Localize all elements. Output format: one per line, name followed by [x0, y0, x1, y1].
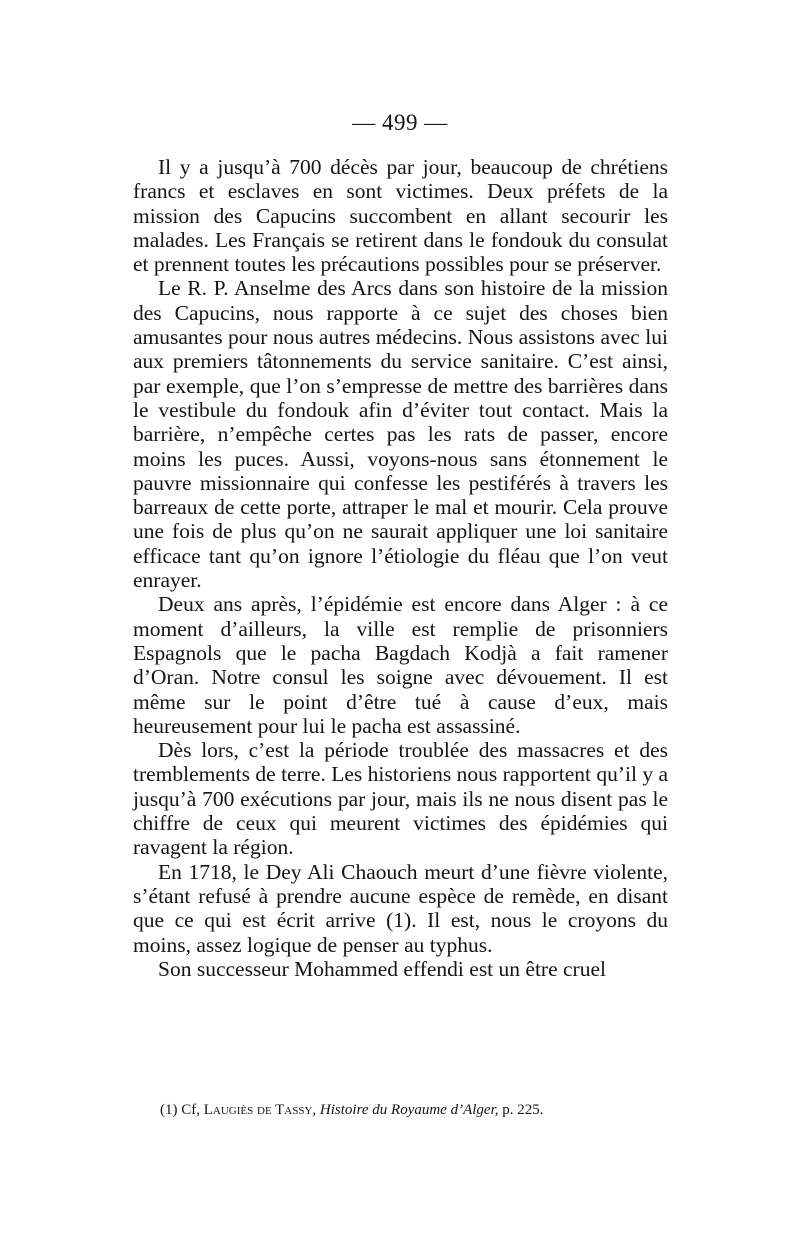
footnote-marker: (1) Cf, [160, 1102, 200, 1118]
paragraph-2: Le R. P. Anselme des Arcs dans son histoire de la mission des Capucins, nous rapporte à ce sujet des choses bien amusantes pour nous autres médecins. Nous assistons avec lui aux premiers tâtonnements du service sanitaire. C’est ainsi, par exemple, que l’on s’empresse de mettre des barrières dans le vestibule du fondouk afin d’éviter tout contact. Mais la barrière, n’empêche certes pas les rats de passer, encore moins les puces. Aussi, voyons-nous sans étonnement le pauvre missionnaire qui confesse les pestiférés à travers les barreaux de cette porte, attraper le mal et mourir. Cela prouve une fois de plus qu’on ne saurait appliquer une loi sanitaire efficace tant qu’on ignore l’étiologie du fléau que l’on veut enrayer. [133, 276, 668, 593]
footnote-page: p. 225. [502, 1102, 544, 1118]
footnote-author: Laugiès de Tassy, [203, 1102, 317, 1118]
paragraph-3: Deux ans après, l’épidémie est encore dans Alger : à ce moment d’ailleurs, la ville est remplie de prisonniers Espagnols que le pacha Bagdach Kodjà a fait ramener d’Oran. Notre consul les soigne avec dévouement. Il est même sur le point d’être tué à cause d’eux, mais heureusement pour lui le pacha est assassiné. [133, 592, 668, 738]
footnote [160, 1100, 680, 1120]
footnote-title: Histoire du Royaume d’Alger, [319, 1102, 499, 1118]
paragraph-5: En 1718, le Dey Ali Chaouch meurt d’une fièvre violente, s’étant refusé à prendre aucune espèce de remède, en disant que ce qui est écrit arrive (1). Il est, nous le croyons du moins, assez logique de penser au typhus. [133, 859, 668, 957]
paragraph-6: Son successeur Mohammed effendi est un être cruel [158, 956, 606, 981]
paragraph-4: Dès lors, c’est la période troublée des massacres et des tremblements de terre. Les historiens nous rapportent qu’il y a jusqu’à 700 exécutions par jour, mais ils ne nous disent pas le chiffre de ceux qui meurent victimes des épidémies qui ravagent la région. [133, 738, 668, 860]
main-text [133, 155, 668, 981]
page-number: — 499 — [352, 110, 448, 135]
paragraph-1: Il y a jusqu’à 700 décès par jour, beaucoup de chrétiens francs et esclaves en sont victimes. Deux préfets de la mission des Capucins succombent en allant secourir les malades. Les Français se retirent dans le fondouk du consulat et prennent toutes les précautions possibles pour se préserver. [133, 155, 668, 277]
